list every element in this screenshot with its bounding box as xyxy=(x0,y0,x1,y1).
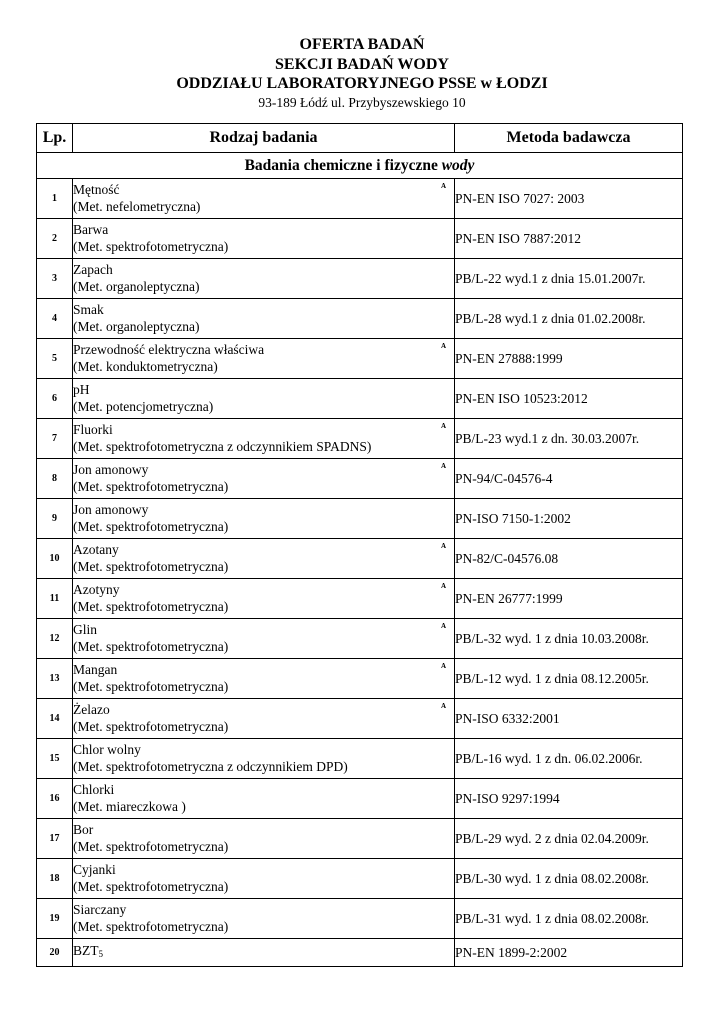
row-number: 9 xyxy=(37,499,73,539)
row-number: 7 xyxy=(37,419,73,459)
test-method-type: (Met. spektrofotometryczna) xyxy=(73,238,229,254)
test-name: Siarczany xyxy=(73,902,127,917)
test-name: Mangan xyxy=(73,662,118,677)
test-method: PB/L-16 wyd. 1 z dn. 06.02.2006r. xyxy=(455,739,683,779)
accreditation-mark: A xyxy=(440,542,446,550)
test-name-cell xyxy=(73,499,455,539)
row-number: 10 xyxy=(37,539,73,579)
test-method: PN-EN ISO 7887:2012 xyxy=(455,219,683,259)
table-row xyxy=(37,339,683,379)
test-method: PB/L-23 wyd.1 z dn. 30.03.2007r. xyxy=(455,419,683,459)
table-row xyxy=(37,619,683,659)
column-header-method: Metoda badawcza xyxy=(455,124,683,153)
address: 93-189 Łódź ul. Przybyszewskiego 10 xyxy=(258,94,466,110)
accreditation-mark: A xyxy=(440,702,446,710)
test-name: Jon amonowy xyxy=(73,462,149,477)
test-method: PB/L-30 wyd. 1 z dnia 08.02.2008r. xyxy=(455,859,683,899)
test-name: Chlor wolny xyxy=(73,742,141,757)
row-number: 17 xyxy=(37,819,73,859)
test-name-cell xyxy=(73,179,455,219)
accreditation-mark: A xyxy=(440,622,446,630)
accreditation-mark: A xyxy=(440,662,446,670)
row-number: 19 xyxy=(37,899,73,939)
test-name-cell xyxy=(73,219,455,259)
test-name-cell xyxy=(73,619,455,659)
test-method-type: (Met. spektrofotometryczna z odczynnikiem SPADNS) xyxy=(73,438,372,454)
test-method: PN-ISO 7150-1:2002 xyxy=(455,499,683,539)
test-name-cell xyxy=(73,259,455,299)
test-name-subscript: 5 xyxy=(98,948,103,959)
test-method-type: (Met. organoleptyczna) xyxy=(73,278,200,294)
test-name: pH xyxy=(73,382,90,397)
test-method: PB/L-12 wyd. 1 z dnia 08.12.2005r. xyxy=(455,659,683,699)
row-number: 2 xyxy=(37,219,73,259)
test-method: PN-EN ISO 7027: 2003 xyxy=(455,179,683,219)
test-name: Jon amonowy xyxy=(73,502,149,517)
test-name-cell xyxy=(73,659,455,699)
table-row xyxy=(37,419,683,459)
row-number: 18 xyxy=(37,859,73,899)
test-name-cell xyxy=(73,819,455,859)
row-number: 13 xyxy=(37,659,73,699)
test-name-cell xyxy=(73,339,455,379)
table-row xyxy=(37,499,683,539)
table-row xyxy=(37,699,683,739)
test-name: Barwa xyxy=(73,222,109,237)
row-number: 16 xyxy=(37,779,73,819)
table-row xyxy=(37,539,683,579)
test-name: Smak xyxy=(73,302,104,317)
test-name-cell xyxy=(73,779,455,819)
test-method-type: (Met. spektrofotometryczna) xyxy=(73,638,229,654)
test-name-cell xyxy=(73,899,455,939)
table-row xyxy=(37,219,683,259)
row-number: 12 xyxy=(37,619,73,659)
test-name: Azotyny xyxy=(73,582,120,597)
table-row xyxy=(37,739,683,779)
document-header xyxy=(0,35,724,111)
test-name: Fluorki xyxy=(73,422,113,437)
accreditation-mark: A xyxy=(440,582,446,590)
title-offer: OFERTA BADAŃ xyxy=(299,36,425,53)
test-method: PN-ISO 6332:2001 xyxy=(455,699,683,739)
column-header-test-type: Rodzaj badania xyxy=(73,124,455,153)
test-name: Przewodność elektryczna właściwa xyxy=(73,342,265,357)
row-number: 15 xyxy=(37,739,73,779)
test-method-type: (Met. spektrofotometryczna z odczynnikiem DPD) xyxy=(73,758,348,774)
table-row xyxy=(37,819,683,859)
test-name-cell xyxy=(73,459,455,499)
test-method-type: (Met. spektrofotometryczna) xyxy=(73,918,229,934)
test-method: PN-EN 26777:1999 xyxy=(455,579,683,619)
test-method: PN-94/C-04576-4 xyxy=(455,459,683,499)
row-number: 6 xyxy=(37,379,73,419)
test-method-type: (Met. potencjometryczna) xyxy=(73,398,214,414)
test-method-type: (Met. organoleptyczna) xyxy=(73,318,200,334)
table-row xyxy=(37,859,683,899)
row-number: 1 xyxy=(37,179,73,219)
accreditation-mark: A xyxy=(440,422,446,430)
accreditation-mark: A xyxy=(440,182,446,190)
test-method: PN-EN ISO 10523:2012 xyxy=(455,379,683,419)
test-method: PB/L-31 wyd. 1 z dnia 08.02.2008r. xyxy=(455,899,683,939)
column-header-lp: Lp. xyxy=(37,124,73,153)
section-title-italic: wody xyxy=(441,156,475,174)
row-number: 5 xyxy=(37,339,73,379)
test-method-type: (Met. nefelometryczna) xyxy=(73,198,201,214)
test-name: Azotany xyxy=(73,542,119,557)
test-method-type: (Met. spektrofotometryczna) xyxy=(73,678,229,694)
row-number: 20 xyxy=(37,939,73,967)
accreditation-mark: A xyxy=(440,342,446,350)
test-name-cell xyxy=(73,419,455,459)
test-name-cell xyxy=(73,299,455,339)
test-method-type: (Met. spektrofotometryczna) xyxy=(73,878,229,894)
test-name: Bor xyxy=(73,822,94,837)
table-row xyxy=(37,459,683,499)
test-name-cell xyxy=(73,539,455,579)
title-department: ODDZIAŁU LABORATORYJNEGO PSSE w ŁODZI xyxy=(176,75,548,92)
test-method-type: (Met. miareczkowa ) xyxy=(73,798,186,814)
test-name-cell xyxy=(73,699,455,739)
test-method: PB/L-28 wyd.1 z dnia 01.02.2008r. xyxy=(455,299,683,339)
test-name-cell xyxy=(73,579,455,619)
test-method-type: (Met. konduktometryczna) xyxy=(73,358,218,374)
table-row xyxy=(37,299,683,339)
table-row xyxy=(37,659,683,699)
test-method: PB/L-32 wyd. 1 z dnia 10.03.2008r. xyxy=(455,619,683,659)
table-row xyxy=(37,779,683,819)
test-method: PN-EN 1899-2:2002 xyxy=(455,939,683,967)
row-number: 14 xyxy=(37,699,73,739)
test-method-type: (Met. spektrofotometryczna) xyxy=(73,598,229,614)
test-method-type: (Met. spektrofotometryczna) xyxy=(73,478,229,494)
test-method-type: (Met. spektrofotometryczna) xyxy=(73,838,229,854)
table-row xyxy=(37,179,683,219)
table-row xyxy=(37,259,683,299)
table-row xyxy=(37,579,683,619)
test-method: PB/L-29 wyd. 2 z dnia 02.04.2009r. xyxy=(455,819,683,859)
test-name: Mętność xyxy=(73,182,120,197)
test-name-cell xyxy=(73,379,455,419)
table-row xyxy=(37,939,683,967)
section-header-row xyxy=(37,153,683,179)
title-section: SEKCJI BADAŃ WODY xyxy=(275,55,449,73)
test-name: BZT xyxy=(73,942,99,958)
test-method: PN-82/C-04576.08 xyxy=(455,539,683,579)
section-title xyxy=(37,153,683,179)
test-name: Chlorki xyxy=(73,782,115,797)
table-row xyxy=(37,379,683,419)
row-number: 11 xyxy=(37,579,73,619)
test-method: PB/L-22 wyd.1 z dnia 15.01.2007r. xyxy=(455,259,683,299)
test-name: Zapach xyxy=(73,262,113,277)
test-name-cell xyxy=(73,859,455,899)
test-name-cell xyxy=(73,939,455,967)
test-method: PN-EN 27888:1999 xyxy=(455,339,683,379)
test-method-type: (Met. spektrofotometryczna) xyxy=(73,518,229,534)
offer-table xyxy=(36,123,683,967)
test-method-type: (Met. spektrofotometryczna) xyxy=(73,718,229,734)
table-header-row xyxy=(37,124,683,153)
test-method-type: (Met. spektrofotometryczna) xyxy=(73,558,229,574)
test-name: Żelazo xyxy=(73,702,110,717)
test-method: PN-ISO 9297:1994 xyxy=(455,779,683,819)
test-name: Cyjanki xyxy=(73,862,116,877)
row-number: 4 xyxy=(37,299,73,339)
row-number: 8 xyxy=(37,459,73,499)
table-row xyxy=(37,899,683,939)
row-number: 3 xyxy=(37,259,73,299)
test-name-cell xyxy=(73,739,455,779)
accreditation-mark: A xyxy=(440,462,446,470)
test-name: Glin xyxy=(73,622,98,637)
section-title-main: Badania chemiczne i fizyczne xyxy=(244,156,438,174)
